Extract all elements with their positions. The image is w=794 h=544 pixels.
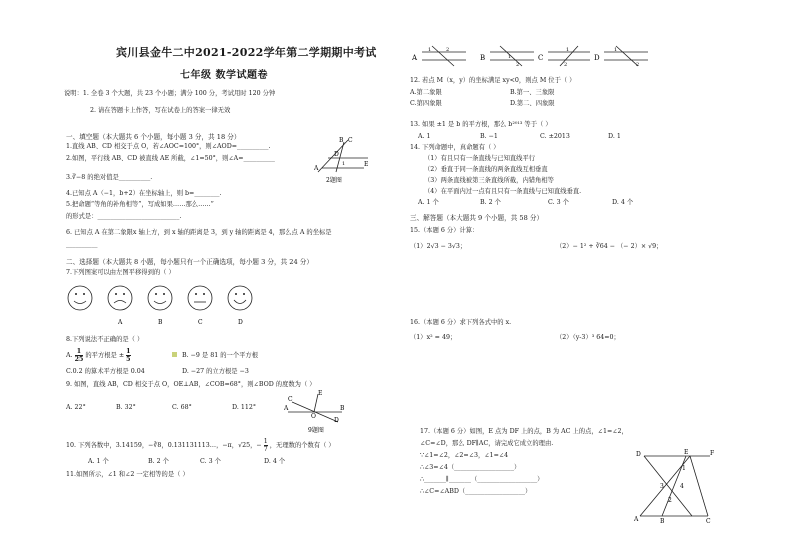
q10-text-a: 10. 下列各数中，3.14159，−∛8，0.131131113…，−π，√25，− <box>66 442 262 449</box>
q7-option-c-label: C <box>198 319 203 326</box>
q13-option-d[interactable]: D. 1 <box>608 133 621 140</box>
question-13: 13. 如果 ±1 是 b 的平方根，那么 b²⁰¹³ 等于（ ） <box>410 121 552 128</box>
q11-b-angle-2: 2 <box>516 62 520 68</box>
q14-item-2: （2）垂直于同一条直线的两条直线互相垂直 <box>424 166 548 173</box>
q11-a-angle-2: 2 <box>446 47 450 53</box>
q14-item-1: （1）有且只有一条直线与已知直线平行 <box>424 155 536 162</box>
q12-option-d[interactable]: D.第二、四象限 <box>510 100 555 107</box>
q14-option-c[interactable]: C. 3 个 <box>548 199 569 206</box>
exam-subtitle: 七年级 数学试题卷 <box>180 70 268 81</box>
q10-option-b[interactable]: B. 2 个 <box>148 458 169 465</box>
fig9-label-a: A <box>284 405 289 412</box>
fig9-label-o: O <box>311 413 316 420</box>
q12-option-b[interactable]: B.第一、三象限 <box>510 89 555 96</box>
question-1: 1.直线 AB、CD 相交于点 O，若∠AOC=100°，则∠AOD=__________. <box>66 143 271 150</box>
q14-item-3: （3）两条直线被第三条直线所截，内错角相等 <box>424 177 554 184</box>
face-original <box>68 286 92 310</box>
instruction-line-2: 2. 请在答题卡上作答，写在试卷上的答案一律无效 <box>90 107 231 114</box>
fig2-label-d: D <box>334 151 339 158</box>
section-1-heading: 一、填空题（本大题共 6 个小题，每小题 3 分，共 18 分） <box>66 133 241 141</box>
figure-q11-options <box>410 42 650 70</box>
q12-option-c[interactable]: C.第四象限 <box>410 100 442 107</box>
question-16: 16.（本题 6 分）求下列各式中的 x. <box>410 319 512 326</box>
fig17-angle-3: 3 <box>660 483 664 490</box>
q9-option-c[interactable]: C. 68° <box>172 404 192 411</box>
q11-option-a[interactable] <box>411 46 466 66</box>
q8-option-b[interactable]: B. −9 是 81 的一个平方根 <box>182 352 259 359</box>
q8-option-a-den2: 5 <box>126 356 131 363</box>
question-7: 7.下列图案可以由左图平移得到的（ ） <box>66 269 175 276</box>
face-option-a[interactable] <box>108 286 132 326</box>
q15-part-1: （1）2√3 − 3√3； <box>410 243 467 250</box>
q11-option-d[interactable] <box>594 46 648 68</box>
q8-option-a[interactable] <box>66 348 131 364</box>
section-3-heading: 三、解答题（本大题共 9 个小题，共 58 分） <box>410 214 544 222</box>
question-6-line-1: 6. 已知点 A 在第二象限x 轴上方，到 x 轴的距离是 3，到 y 轴的距离是 4，那么点 A 的坐标是 <box>66 229 332 236</box>
fig2-label-1: 1 <box>342 161 346 167</box>
instruction-line-1: 说明：1. 全卷 3 个大题，共 23 个小题；满分 100 分，考试用时 120 分钟 <box>64 90 276 97</box>
q11-option-a-label: A <box>412 54 418 62</box>
fig2-label-e: E <box>364 161 369 168</box>
highlight-mark <box>172 352 177 357</box>
q8-option-d[interactable]: D. −27 的立方根是 −3 <box>182 368 249 375</box>
fig17-label-e: E <box>684 449 689 456</box>
q11-d-angle-2: 2 <box>636 62 640 68</box>
q9-option-d[interactable]: D. 112° <box>232 404 256 411</box>
figure-q2 <box>314 134 370 184</box>
question-11: 11.如图所示，∠1 和∠2 一定相等的是（ ） <box>66 471 189 478</box>
question-6-line-2: __________ <box>66 241 98 248</box>
fig17-label-c: C <box>706 518 711 524</box>
q11-option-c[interactable] <box>538 46 590 68</box>
question-17-line-1: 17.（本题 6 分）如图，E 点为 DF 上的点，B 为 AC 上的点，∠1=∠2， <box>420 428 628 435</box>
q17-step-3: ∴_______∥_______（___________________） <box>420 476 544 483</box>
q7-option-a-label: A <box>118 319 123 326</box>
q17-step-2: ∴∠3=∠4（___________________） <box>420 464 521 471</box>
q13-option-c[interactable]: C. ±2013 <box>540 133 570 140</box>
face-option-d[interactable] <box>228 286 252 326</box>
q11-c-angle-2: 2 <box>564 62 568 68</box>
fig2-label-c: C <box>348 137 353 144</box>
q12-option-a[interactable]: A.第二象限 <box>410 89 442 96</box>
question-17-line-2: ∠C=∠D，那么 DF∥AC，请完成它成立的理由. <box>420 440 554 447</box>
fig9-label-d: D <box>334 417 339 424</box>
q10-option-a[interactable]: A. 1 个 <box>88 458 109 465</box>
q15-part-2: （2）− 1² + ∛64 − （− 2）× √9； <box>556 243 663 250</box>
figure-q7-faces <box>66 282 266 328</box>
q11-option-c-label: C <box>538 54 544 62</box>
fig17-label-a: A <box>634 516 639 523</box>
q14-option-b[interactable]: B. 2 个 <box>480 199 501 206</box>
q13-option-b[interactable]: B. −1 <box>480 133 498 140</box>
section-2-heading: 二、选择题（本大题共 8 小题，每小题只有一个正确选项，每小题 3 分，共 24 分） <box>66 258 313 266</box>
fig17-angle-2: 2 <box>668 497 672 504</box>
fig2-label-b: B <box>339 137 344 144</box>
q8-option-a-prefix: A. <box>66 352 73 359</box>
figure-q17 <box>630 448 720 524</box>
q8-option-a-mid: 的平方根是 ± <box>85 352 125 359</box>
q16-part-1: （1）x² = 49； <box>410 334 457 341</box>
q8-option-a-num2: 1 <box>126 348 131 355</box>
fig2-label-a: A <box>314 165 319 172</box>
fig17-angle-4: 4 <box>680 483 684 490</box>
q11-option-d-label: D <box>594 54 600 62</box>
question-3: 3.∛−8 的绝对值是__________. <box>66 174 153 181</box>
fig17-label-b: B <box>660 518 665 524</box>
fig9-label-e: E <box>318 390 323 397</box>
face-option-b[interactable] <box>148 286 172 326</box>
q11-option-b-label: B <box>480 54 486 62</box>
q9-option-a[interactable]: A. 22° <box>66 404 86 411</box>
fig9-label-c: C <box>288 396 293 403</box>
q7-option-d-label: D <box>238 319 243 326</box>
q11-b-angle-1: 1 <box>508 54 512 60</box>
question-15: 15.（本题 6 分）计算： <box>410 227 479 234</box>
q10-text-b: ，无理数的个数有（ ） <box>269 442 335 449</box>
question-10 <box>66 438 335 453</box>
face-option-c[interactable] <box>188 286 212 326</box>
question-9: 9. 如图，直线 AB，CD 相交于点 O，OE⊥AB，∠COB=68°，则∠BOD 的度数为（ ） <box>66 381 316 388</box>
question-2: 2.如图，平行线 AB、CD 被直线 AE 所截，∠1=50°，则∠A=__________ <box>66 155 275 162</box>
figure-q9 <box>284 390 346 434</box>
question-8: 8.下列说法不正确的是（ ） <box>66 336 144 343</box>
q11-c-angle-1: 1 <box>566 47 570 53</box>
exam-title: 宾川县金牛二中2021-2022学年第二学期期中考试 <box>116 46 377 59</box>
q11-a-angle-1: 1 <box>428 47 432 53</box>
q10-option-c[interactable]: C. 3 个 <box>200 458 221 465</box>
q16-part-2: （2）（y-3）³ 64=0； <box>556 334 620 341</box>
q8-option-a-num: 1 <box>75 348 84 356</box>
q9-option-b[interactable]: B. 32° <box>116 404 136 411</box>
q14-option-a[interactable]: A. 1 个 <box>418 199 439 206</box>
fig9-label-b: B <box>340 405 345 412</box>
q14-item-4: （4）在平面内过一点有且只有一条直线与已知直线垂直. <box>424 188 582 195</box>
q8-option-c[interactable]: C.0.2 的算术平方根是 0.04 <box>66 368 145 375</box>
fig9-caption: 9题图 <box>308 427 324 434</box>
question-4: 4.已知点 A（−1，b+2）在坐标轴上，则 b=________. <box>66 190 222 197</box>
q10-frac-num: 1 <box>263 438 268 445</box>
question-14: 14. 下列命题中，真命题有（ ） <box>410 144 500 151</box>
q17-step-1: ∵∠1=∠2，∠2=∠3，∠1=∠4 <box>420 452 509 459</box>
fig17-label-d: D <box>636 451 641 458</box>
question-5-line-1: 5.把命题“等角的补角相等”，写成如果……那么……” <box>66 201 214 208</box>
fig2-caption: 2题图 <box>326 177 342 184</box>
question-5-line-2: 的形式是：__________________________. <box>66 213 182 220</box>
q8-option-a-den: 25 <box>74 356 84 363</box>
q10-option-d[interactable]: D. 4 个 <box>264 458 286 465</box>
q14-option-d[interactable]: D. 4 个 <box>612 199 634 206</box>
q13-option-a[interactable]: A. 1 <box>418 133 431 140</box>
q17-step-4: ∴∠C=∠ABD（___________________） <box>420 488 532 495</box>
q11-d-angle-1: 1 <box>614 47 618 53</box>
q10-frac-den: 7 <box>263 446 268 453</box>
question-12: 12. 若点 M（x，y）的坐标满足 xy<0，则点 M 位于（ ） <box>410 77 576 84</box>
fig17-angle-1: 1 <box>682 465 686 472</box>
q11-option-b[interactable] <box>480 46 534 68</box>
q7-option-b-label: B <box>158 319 163 326</box>
fig17-label-f: F <box>710 450 715 457</box>
